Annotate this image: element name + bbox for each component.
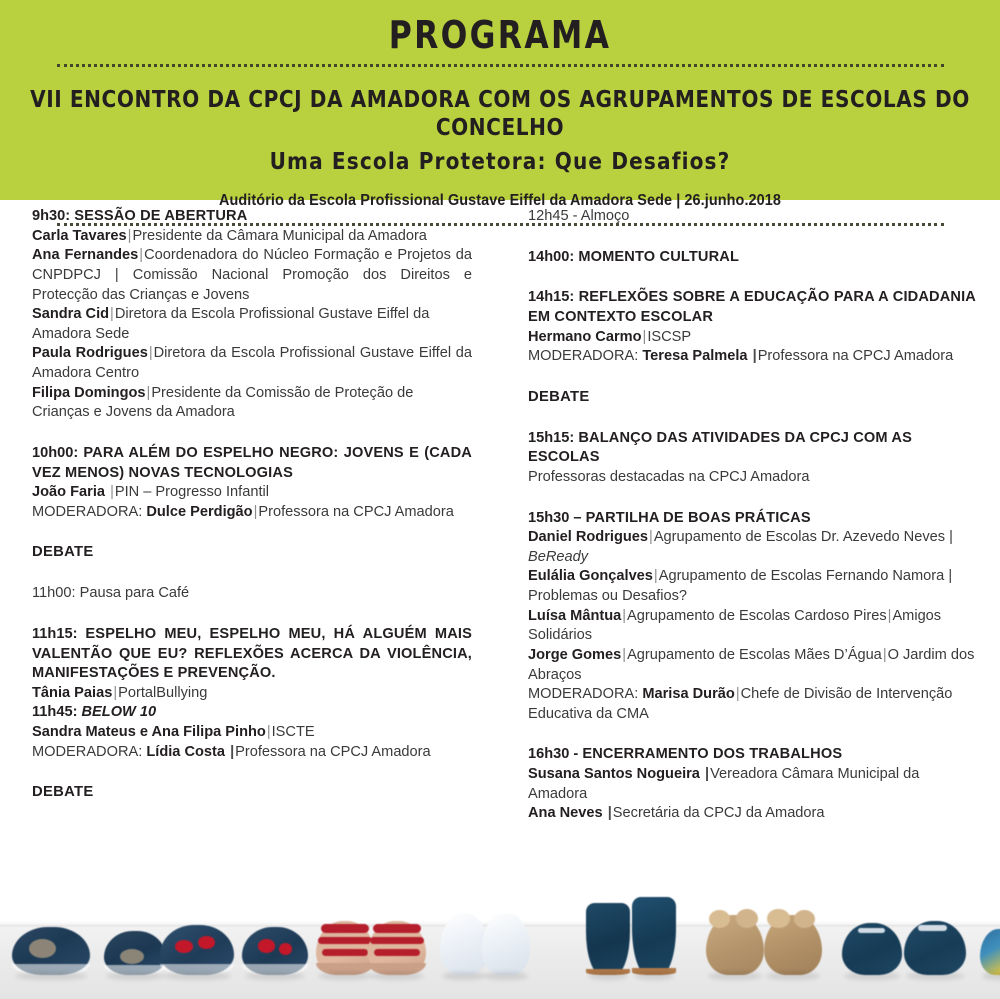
shoe-white-sneaker [482,913,530,975]
spacer [528,488,976,509]
separator-pipe: | [113,684,118,701]
moderator-line [32,743,472,763]
lunch-time: 12h45 - [528,208,578,224]
separator-pipe: | [705,766,710,783]
speaker-line [32,246,472,305]
speaker-role: ISCTE [271,724,315,741]
separator-pipe: | [127,227,132,244]
session-abertura [32,207,472,423]
program-column-right [528,207,976,867]
shoe-colorful-partial [980,929,1000,975]
speaker-role: Presidente da Comissão de Proteção de Crianças e Jovens da Amadora [32,384,414,421]
speaker-role: Agrupamento de Escolas Fernando Namora | [658,568,953,585]
speaker-name: Ana Neves [528,805,603,822]
shoe-blue-red-sneaker [160,925,234,975]
session-balanco [528,429,976,488]
shoe-detail [198,936,214,949]
speaker-role: Presidente da Câmara Municipal da Amadora [132,227,427,244]
spacer [528,367,976,388]
session-subtext-value: Professoras destacadas na CPCJ Amadora [528,468,810,485]
speaker-line [528,607,976,646]
moderator-label: MODERADORA: [32,503,143,520]
speaker-name: Ana Fernandes [32,247,139,264]
separator-pipe: | [110,484,114,501]
speaker-line [528,328,976,348]
separator-pipe: | [642,328,647,345]
speaker-role: Coordenadora do Núcleo Formação e Projetos da CNPDPCJ | Comissão Nacional Promoção dos Direitos e Protecção das Crianças e Jovens [32,247,472,303]
speaker-line [32,227,472,247]
shoe-red-sandal [316,921,374,975]
boot-heel [586,969,630,975]
shoe-lace [918,925,948,930]
speaker-role: Agrupamento de Escolas Dr. Azevedo Neves | [653,529,953,546]
speaker-name: Hermano Carmo [528,328,642,345]
shoe-lace [858,928,886,933]
footer-photo-children-shoes [0,895,1000,999]
project-name: Amigos Solidários [528,607,942,644]
shoe-red-sandal [368,921,426,975]
boot-heel [632,968,676,975]
shoe-sole [104,965,166,975]
spacer [528,724,976,745]
speaker-role: Agrupamento de Escolas Mães D’Água [627,646,882,663]
shoe-detail [29,939,56,958]
separator-pipe: | [622,607,627,624]
lunch-text: Almoço [580,208,630,224]
session-time: 16h30 - [528,746,579,763]
speaker-role: PortalBullying [118,684,208,701]
shoe-sole [160,964,234,975]
shoe-tan-boot [764,915,822,975]
spacer [528,227,976,248]
speaker-name: Carla Tavares [32,227,127,244]
session-title: BALANÇO DAS ATIVIDADES DA CPCJ COM AS ESCOLAS [528,429,912,466]
moderator-name: Teresa Palmela [642,348,748,365]
spacer [528,408,976,429]
speaker-role: ISCSP [647,328,692,345]
separator-pipe: | [649,529,653,546]
speaker-line [32,305,472,344]
project-line [528,548,976,568]
sub-session-heading [32,703,472,723]
speaker-name: Jorge Gomes [528,646,622,663]
session-heading [528,429,976,468]
separator-pipe: | [653,568,658,585]
break-time: 11h00: [32,585,76,602]
sandal-strap [322,949,368,955]
event-title: VII ENCONTRO DA CPCJ DA AMADORA COM OS AGRUPAMENTOS DE ESCOLAS DO CONCELHO [30,84,970,141]
sandal-strap [370,937,423,944]
session-title: PARA ALÉM DO ESPELHO NEGRO: JOVENS E (CADA VEZ MENOS) NOVAS TECNOLOGIAS [32,444,472,481]
session-heading [528,745,976,765]
spacer [528,267,976,288]
shoe-blue-boot [586,903,630,975]
shoe-sole [12,964,90,975]
shoe-white-sneaker [440,913,488,975]
debate-label: DEBATE [32,784,94,801]
moderator-role: Chefe de Divisão de Intervenção Educativa da CMA [528,686,953,722]
sandal-strap [373,924,422,933]
speaker-line [32,483,472,503]
shoe-blue-red-sneaker [242,927,308,975]
moderator-role: Professora na CPCJ Amadora [235,743,431,760]
separator-pipe: | [882,646,887,663]
speaker-role: Diretora da Escola Profissional Gustave Eiffel da Amadora Centro [32,345,472,381]
moderator-role: Professora na CPCJ Amadora [258,503,454,520]
session-title: SESSÃO DE ABERTURA [74,208,248,224]
pom-pom [736,909,758,928]
header-banner [0,0,1000,209]
shoe-navy-sneaker [842,923,902,975]
shoe-detail [120,949,144,964]
shoe-blue-sandal [104,931,166,975]
speaker-name: Sandra Cid [32,306,110,323]
separator-pipe: | [735,686,740,703]
session-title: ESPELHO MEU, ESPELHO MEU, HÁ ALGUÉM MAIS VALENTÃO QUE EU? REFLEXÕES ACERCA DA VIOLÊNCIA, MANIFESTAÇÕES E PREVENÇÃO. [32,625,472,682]
pom-pom [767,909,789,928]
session-title: MOMENTO CULTURAL [578,248,740,265]
speaker-line [528,528,976,548]
shoe-detail [175,940,193,953]
program-content [0,207,1000,867]
separator-pipe: | [752,348,757,365]
speaker-name: Daniel Rodrigues [528,529,649,546]
moderator-name: Lídia Costa [146,743,225,760]
spacer [32,762,472,783]
speaker-line [528,765,976,804]
sub-session-time: 11h45: [32,704,78,721]
separator-pipe: | [110,306,114,323]
break-text: Pausa para Café [79,585,190,602]
speaker-name: Luísa Mântua [528,607,622,624]
session-time: 11h15: [32,625,78,642]
speaker-role: Agrupamento de Escolas Cardoso Pires [627,607,887,624]
moderator-label: MODERADORA: [528,348,639,365]
separator-pipe: | [607,805,612,822]
shoe-detail [279,943,292,955]
separator-pipe: | [148,345,153,362]
session-espelho-meu [32,625,472,762]
shoe-sole [368,963,426,975]
moderator-label: MODERADORA: [32,743,143,760]
speaker-line [32,723,472,743]
speaker-name: João Faria [32,484,105,501]
session-title: ENCERRAMENTO DOS TRABALHOS [582,746,843,763]
event-subtitle: Uma Escola Protetora: Que Desafios? [269,146,731,175]
session-time: 9h30: [32,208,71,224]
speaker-name: Susana Santos Nogueira [528,766,700,783]
spacer [32,604,472,625]
spacer [32,423,472,444]
event-venue-date: Auditório da Escola Profissional Gustave Eiffel da Amadora Sede | 26.junho.2018 [219,191,781,209]
session-heading [32,625,472,684]
session-time: 15h15: [528,429,575,446]
session-reflexoes-cidadania [528,288,976,367]
session-heading [528,288,976,327]
shoe-blue-sandal [12,927,90,975]
page-title: PROGRAMA [388,13,612,57]
shoe-navy-sneaker [904,921,966,975]
debate-label: DEBATE [32,544,94,561]
session-subtext [528,468,976,488]
speaker-name: Sandra Mateus e Ana Filipa Pinho [32,724,266,741]
separator-pipe: | [622,646,627,663]
sub-session-title: BELOW 10 [81,704,157,721]
session-time: 14h15: [528,289,575,306]
sandal-strap [318,937,371,944]
debate-label: DEBATE [528,388,590,405]
session-title: REFLEXÕES SOBRE A EDUCAÇÃO PARA A CIDADANIA EM CONTEXTO ESCOLAR [528,289,976,325]
speaker-name: Eulália Gonçalves [528,568,653,585]
pom-pom [709,910,730,928]
session-partilha-boas-praticas [528,509,976,725]
separator-pipe: | [139,247,144,264]
session-encerramento [528,745,976,824]
speaker-line [528,804,976,824]
session-heading [528,509,976,529]
project-name: Problemas ou Desafios? [528,588,687,605]
program-column-left [32,207,472,867]
session-time: 10h00: [32,444,79,461]
moderator-line [528,685,976,724]
pom-pom [794,910,815,928]
speaker-name: Filipa Domingos [32,384,146,401]
moderator-name: Marisa Durão [642,686,735,703]
moderator-label: MODERADORA: [528,686,639,703]
lunch-line [528,207,976,227]
session-heading [32,207,472,227]
project-line [528,587,976,607]
session-momento-cultural [528,248,976,268]
spacer [32,522,472,543]
speaker-line [32,684,472,704]
speaker-name: Paula Rodrigues [32,345,148,362]
shoe-blue-boot [632,897,676,975]
shoe-tan-boot [706,915,764,975]
separator-pipe: | [253,503,258,520]
speaker-name: Tânia Paias [32,684,113,701]
session-time: 14h00: [528,248,575,265]
moderator-role: Professora na CPCJ Amadora [757,348,954,365]
separator-pipe: | [230,743,235,760]
shoe-sole [316,963,374,975]
project-name: O Jardim dos Abraços [528,646,975,683]
divider-dotted-top [57,64,944,67]
session-title: PARTILHA DE BOAS PRÁTICAS [585,509,811,526]
shoe-detail [258,939,275,952]
sandal-strap [321,924,370,933]
sandal-strap [374,949,420,955]
speaker-role: Secretária da CPCJ da Amadora [612,805,825,822]
session-heading [32,444,472,483]
session-time: 15h30 – [528,509,582,526]
speaker-line [528,567,976,587]
separator-pipe: | [146,384,151,401]
speaker-line [32,384,472,423]
speaker-line [528,646,976,685]
spacer [32,563,472,584]
speaker-role: Vereadora Câmara Municipal da Amadora [528,766,920,802]
separator-pipe: | [887,607,892,624]
moderator-line [528,347,976,367]
moderator-name: Dulce Perdigão [146,503,253,520]
shoe-sole [242,964,308,975]
speaker-line [32,344,472,383]
session-espelho-negro [32,444,472,523]
speaker-role: PIN – Progresso Infantil [114,484,269,501]
speaker-role: Diretora da Escola Profissional Gustave Eiffel da Amadora Sede [32,306,430,342]
project-name: BeReady [528,548,589,565]
break-line [32,584,472,604]
moderator-line [32,503,472,523]
separator-pipe: | [266,724,271,741]
